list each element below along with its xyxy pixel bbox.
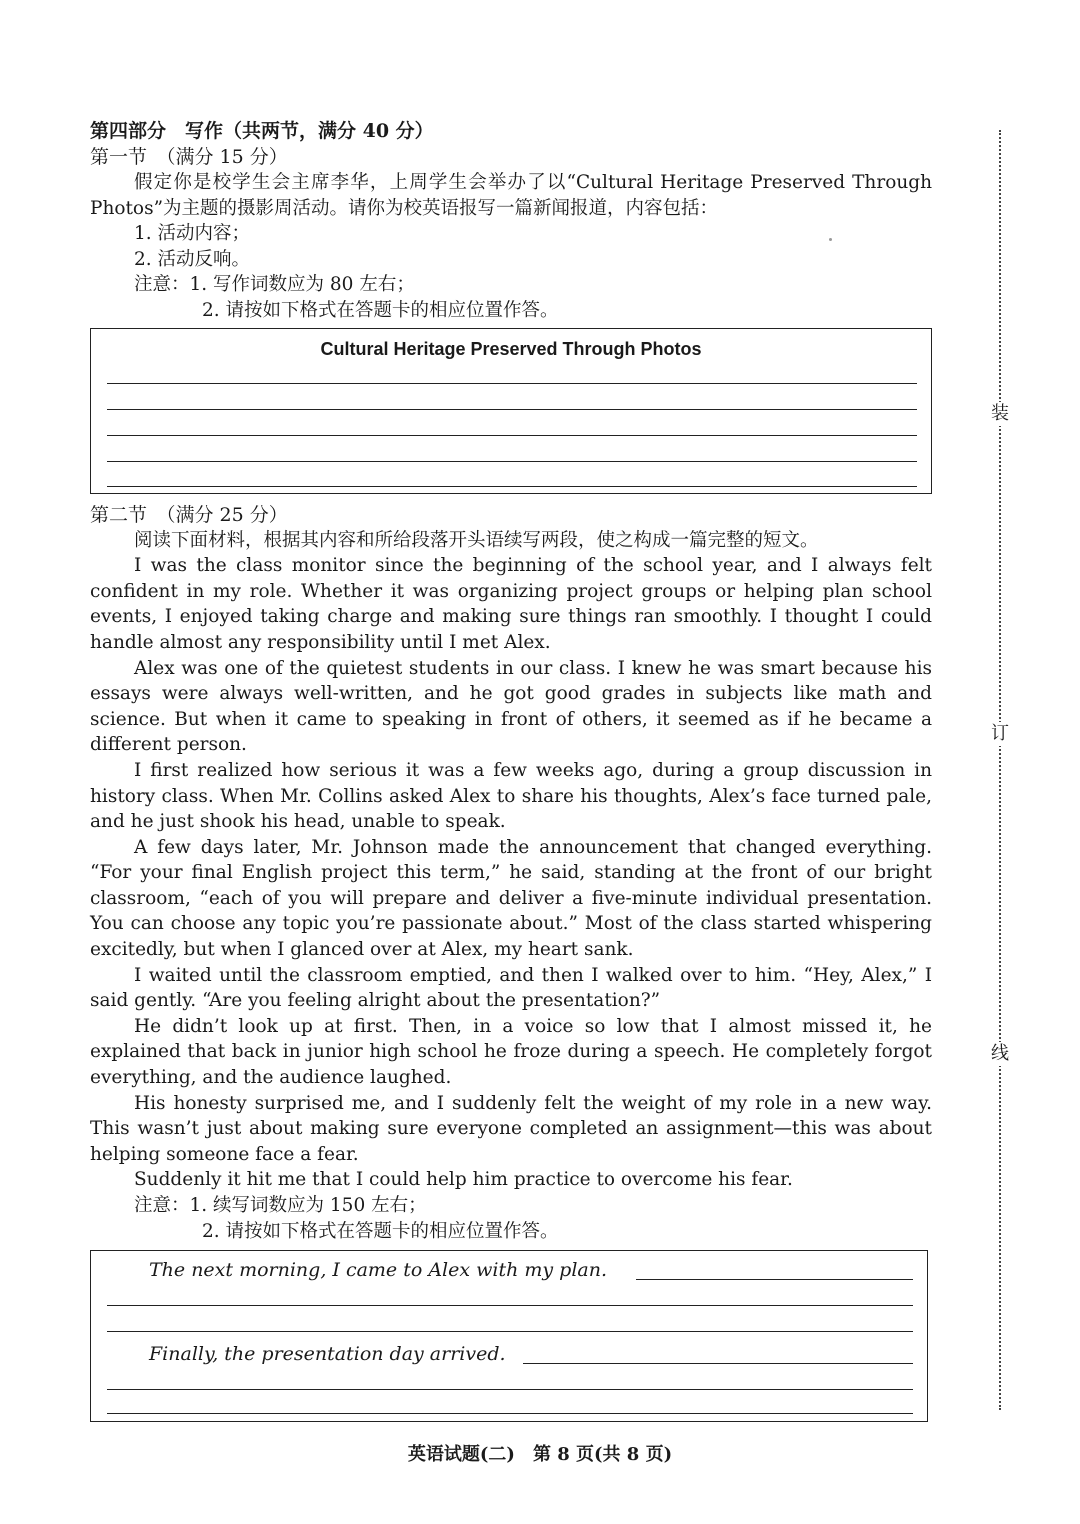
answer-line — [107, 435, 917, 436]
passage-paragraph: A few days later, Mr. Johnson made the announcement that changed everything. “For your final English project this term,” he said, standing at the front of our bright classroom, “each of you will prepare and deliver a five-minute individual presentation. You can choose any topic you’re passionate about.” Most of the class started whispering excitedly, but when I glanced over at Alex, my heart sank. — [90, 836, 932, 961]
passage-paragraph: He didn’t look up at first. Then, in a voice so low that I almost missed it, he explained that back in junior high school he froze during a speech. He completely forgot everything, and the audience laughed. — [90, 1015, 932, 1089]
answer-line — [107, 1305, 913, 1306]
binding-char-xian: 线 — [991, 1043, 1009, 1064]
binding-dotted-line — [999, 130, 1001, 1410]
section1-note-2: 2. 请按如下格式在答题卡的相应位置作答。 — [202, 299, 559, 321]
section1-note-1: 注意：1. 写作词数应为 80 左右； — [134, 274, 415, 296]
passage-paragraph: Suddenly it hit me that I could help him practice to overcome his fear. — [134, 1169, 793, 1191]
answer-box-title: Cultural Heritage Preserved Through Photos — [320, 338, 702, 359]
answer-line — [107, 409, 917, 410]
section2-answer-box — [90, 1250, 928, 1422]
passage-paragraph: I waited until the classroom emptied, and then I walked over to him. “Hey, Alex,” I said gently. “Are you feeling alright about the presentation?” — [90, 964, 932, 1012]
passage-paragraph: I was the class monitor since the beginning of the school year, and I always felt confident in my role. Whether it was organizing project groups or helping plan school events, I enjoyed taking charge and making sure things ran smoothly. I thought I could handle almost any responsibility until I met Alex. — [90, 555, 932, 653]
section2-instruction: 阅读下面材料，根据其内容和所给段落开头语续写两段，使之构成一篇完整的短文。 — [134, 529, 819, 551]
binding-char-zhuang: 装 — [991, 403, 1009, 424]
section1-item-1: 1. 活动内容； — [134, 223, 251, 245]
section1-item-2: 2. 活动反响。 — [134, 248, 251, 270]
answer-line — [107, 383, 917, 384]
passage-paragraph: His honesty surprised me, and I suddenly felt the weight of my role in a new way. This wasn’t just about making sure everyone completed an assignment—this was about helping someone face a fear. — [90, 1092, 932, 1165]
answer-line — [107, 1331, 913, 1332]
section1-prompt: 假定你是校学生会主席李华，上周学生会举办了以“Cultural Heritage Preserved Through Photos”为主题的摄影周活动。请你为校英语报写一篇新闻报道，内容包括： — [90, 172, 932, 219]
section1-title: 第一节 （满分 15 分） — [90, 146, 288, 168]
binding-char-ding: 订 — [991, 723, 1009, 744]
exam-page — [90, 118, 932, 1422]
answer-line — [107, 461, 917, 462]
part-title: 第四部分 写作（共两节，满分 40 分） — [90, 120, 434, 142]
section2-note-1: 注意：1. 续写词数应为 150 左右； — [134, 1195, 427, 1216]
passage-paragraph: I first realized how serious it was a few weeks ago, during a group discussion in history class. When Mr. Collins asked Alex to share his thoughts, Alex’s face turned pale, and he just shook his head, unable to speak. — [90, 759, 932, 833]
section2-note-2: 2. 请按如下格式在答题卡的相应位置作答。 — [202, 1220, 559, 1242]
page-footer: 英语试题(二) 第 8 页(共 8 页) — [407, 1444, 673, 1465]
answer-line — [636, 1279, 913, 1280]
section1-answer-box — [90, 328, 932, 494]
answer-line — [523, 1363, 913, 1364]
section2-title: 第二节 （满分 25 分） — [90, 503, 288, 526]
answer-line — [107, 1389, 913, 1390]
continuation-starter-1: The next morning, I came to Alex with my plan. — [149, 1259, 608, 1282]
passage-paragraph: Alex was one of the quietest students in our class. I knew he was smart because his essays were always well-written, and he got good grades in subjects like math and science. But when it came to speaking in front of others, it seemed as if he became a different person. — [90, 657, 932, 756]
continuation-starter-2: Finally, the presentation day arrived. — [149, 1343, 506, 1366]
answer-line — [107, 1413, 913, 1414]
answer-line — [107, 486, 917, 487]
